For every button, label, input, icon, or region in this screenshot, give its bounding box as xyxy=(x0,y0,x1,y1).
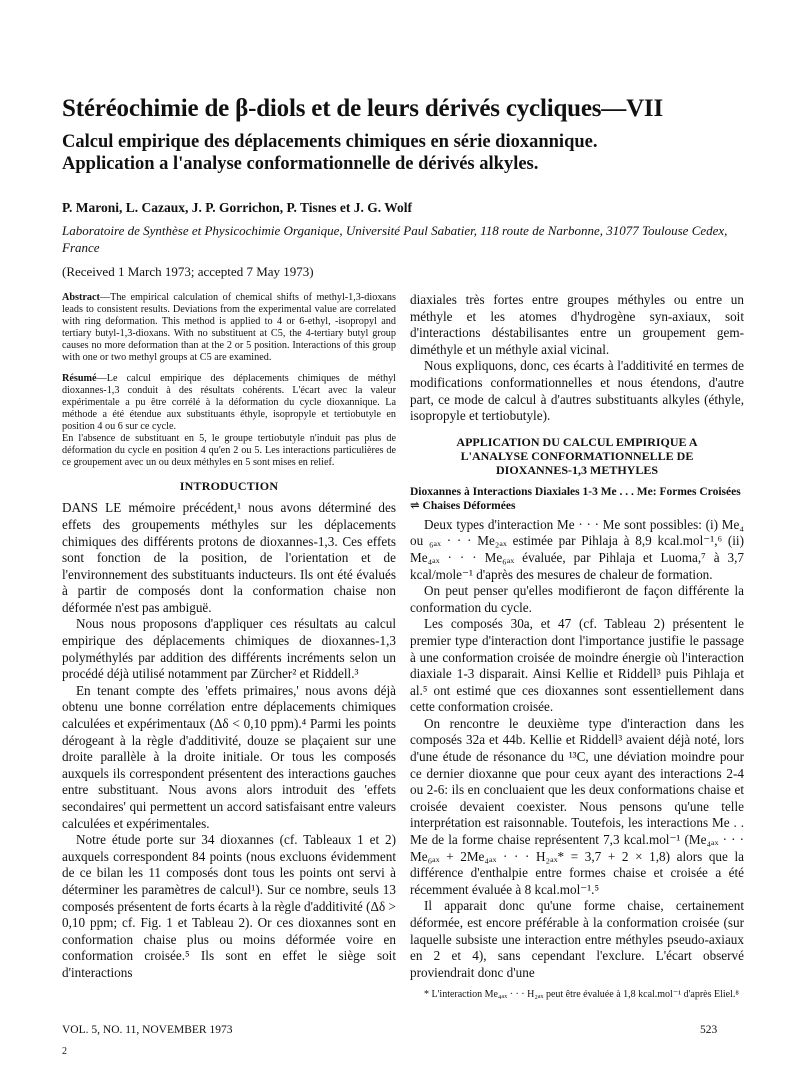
right-paragraph-6: On rencontre le deuxième type d'interaction dans les composés 32a et 44b. Kellie et Riddell³ avaient déjà noté, lors d'une étude de résonance du ¹³C, une déviation moindre pour ce dernier dioxanne que pour ceux ayant des interactions 2-4 ou 2-6: ils en concluaient que les deux conformations chaise et croisée devaient coexister. Nous pensons qu'une telle interprétation est raisonnable. Toutefois, les interactions Me . . Me de la forme chaise représentent 7,3 kcal.mol⁻¹ (Me₄ₐₓ · · · Me₆ₐₓ + 2Me₄ₐₓ · · · H₂ₐₓ* = 3,7 + 2 × 1,8) alors que la différence d'enthalpie entre formes chaise et croisée a été récemment évaluée à 8 kcal.mol⁻¹.⁵ xyxy=(410,715,744,897)
right-paragraph-4: On peut penser qu'elles modifieront de façon différente la conformation du cycle. xyxy=(410,583,744,615)
abstract xyxy=(62,292,396,365)
article-title: Stéréochimie de β-diols et de leurs dérivés cycliques—VII xyxy=(62,95,663,122)
resume-label: Résumé xyxy=(62,372,97,384)
left-column xyxy=(62,292,396,982)
resume xyxy=(62,373,396,470)
resume-text: —Le calcul empirique des déplacements chimiques de méthyl dioxannes-1,3 conduit à des résultats cohérents. L'écart avec la valeur expérimentale a pu être corrélé à la déformation du cycle dioxannique. La méthode a été étendue aux substituants éthyle, isopropyle et tertiobutyle en position 4 ou 6 sur ce cycle. xyxy=(62,372,396,432)
section-heading-line-1: APPLICATION DU CALCUL EMPIRIQUE A xyxy=(456,434,698,449)
footnote: * L'interaction Me₄ₐₓ · · · H₂ₐₓ peut être évaluée à 1,8 kcal.mol⁻¹ d'après Eliel.⁸ xyxy=(424,989,739,1001)
intro-paragraph-2: Nous nous proposons d'appliquer ces résultats au calcul empirique des déplacements chimiques de dioxannes-1,3 polyméthylés par addition des différents incréments selon un procédé déjà utilisé notamment par Zürcher² et Riddell.³ xyxy=(62,616,396,682)
intro-paragraph-4: Notre étude porte sur 34 dioxannes (cf. Tableaux 1 et 2) auxquels correspondent 84 points (nous excluons évidemment de ce bilan les 11 composés dont tous les points ont servi à déterminer les paramètres de calcul¹). Sur ce nombre, seuls 13 composés présentent de forts écarts à la règle d'additivité (Δδ > 0,10 ppm; cf. Fig. 1 et Tableau 2). Or ces dioxannes sont en conformation chaise plus ou moins déformée voire en conformation croisée.⁵ Ils sont en effet le siège soit d'interactions xyxy=(62,832,396,980)
affiliation: Laboratoire de Synthèse et Physicochimie Organique, Université Paul Sabatier, 118 route de Narbonne, 31077 Toulouse Cedex, France xyxy=(62,223,728,255)
resume-text-2: En l'absence de substituant en 5, le groupe tertiobutyle n'induit pas plus de déformation du cycle en position 4 qu'en 2 ou 5. Les interactions particulières de ce groupement avec un ou deux méthyles en 5 sont mises en relief. xyxy=(62,433,396,469)
section-heading-line-2: L'ANALYSE CONFORMATIONNELLE DE xyxy=(460,448,694,463)
section-heading-line-3: DIOXANNES-1,3 METHYLES xyxy=(495,462,659,477)
article-subtitle xyxy=(62,131,752,175)
received-date: (Received 1 March 1973; accepted 7 May 1973) xyxy=(62,264,314,279)
right-paragraph-1: diaxiales très fortes entre groupes méthyles ou entre un méthyle et les atomes d'hydrogène syn-axiaux, soit d'interactions déstabilisantes entre un groupement gem-diméthyle et un méthyle axial vicinal. xyxy=(410,292,744,357)
section-heading-application xyxy=(410,435,744,477)
right-paragraph-3: Deux types d'interaction Me · · · Me sont possibles: (i) Me₄ ou ₆ₐₓ · · · Me₂ₐₓ estimée par Pihlaja à 8,9 kcal.mol⁻¹,⁶ (ii) Me₄ₐₓ · · · Me₆ₐₓ évaluée, par Pihlaja et Luoma,⁷ à 3,7 kcal/mole⁻¹ d'après des mesures de chaleur de formation. xyxy=(410,516,744,582)
footer-page-number: 523 xyxy=(700,1024,718,1036)
section-heading-introduction: INTRODUCTION xyxy=(179,479,279,494)
authors: P. Maroni, L. Cazaux, J. P. Gorrichon, P. Tisnes et J. G. Wolf xyxy=(62,200,413,215)
abstract-text: —The empirical calculation of chemical shifts of methyl-1,3-dioxans leads to consistent results. Deviations from the experimental value are correlated with ring deformation. This method is applied to 4 or 6-ethyl, -isopropyl and tertiary butyl-1,3-dioxans. With no substituent at C5, the 4-tertiary butyl group causes no more deformation than at the 2 or 5 position. Interactions of this group with one or two methyl groups at C5 are examined. xyxy=(62,292,396,364)
subtitle-line-2: Application a l'analyse conformationnelle de dérivés alkyles. xyxy=(62,154,539,174)
subtitle-line-1: Calcul empirique des déplacements chimiques en série dioxannique. xyxy=(62,132,598,152)
right-paragraph-7: Il apparait donc qu'une forme chaise, certainement déformée, est encore préférable à la conformation croisée (sur laquelle subsiste une interaction entre méthyles pseudo-axiaux en 2 et 4), sans cependant l'exclure. L'écart observé proviendrait donc d'une xyxy=(410,898,744,980)
abstract-label: Abstract xyxy=(62,292,100,303)
right-column xyxy=(410,292,744,1001)
footer-journal-info: VOL. 5, NO. 11, NOVEMBER 1973 xyxy=(62,1024,233,1036)
intro-paragraph-3: En tenant compte des 'effets primaires,' nous avons déjà obtenu une bonne corrélation entre déplacements chimiques calculées et expérimentaux (Δδ < 0,10 ppm).⁴ Parmi les points dérogeant à la règle d'additivité, douze se plaçaient sur une droite parallèle à la droite initiale. Or tous les composés auxquels ils correspondent présentent des interactions gauches entre substituant. Nous avons alors introduit des 'effets secondaires' qui permettent un accord satisfaisant entre valeurs calculées et expérimentales. xyxy=(62,682,396,831)
page-marker: 2 xyxy=(62,1046,67,1057)
right-paragraph-2: Nous expliquons, donc, ces écarts à l'additivité en termes de modifications conformationnelles et nous étendons, d'autre part, ce mode de calcul à d'autres substituants alkyles (éthyle, isopropyle et tertiobutyle). xyxy=(410,358,744,424)
intro-paragraph-1: DANS LE mémoire précédent,¹ nous avons déterminé des effets des groupements méthyles sur les déplacements chimiques des différents protons de dioxannes-1,3. Ces effets sont fonction de la position, de l'orientation et de l'environnement des substituants inducteurs. Ils ont été évalués à partir de composés dont la conformation chaise non déformée n'est pas ambiguë. xyxy=(62,500,396,615)
subsection-heading: Dioxannes à Interactions Diaxiales 1-3 Me . . . Me: Formes Croisées ⇌ Chaises Déformées xyxy=(410,485,741,512)
right-paragraph-5: Les composés 30a, et 47 (cf. Tableau 2) présentent le premier type d'interaction dont l'importance justifie le passage à une conformation croisée de moindre énergie où l'interaction diaxiale 1-3 disparait. Ainsi Kellie et Riddell³ puis Pihlaja et al.⁵ ont estimé que ces dioxannes sont essentiellement dans cette conformation croisée. xyxy=(410,616,744,715)
